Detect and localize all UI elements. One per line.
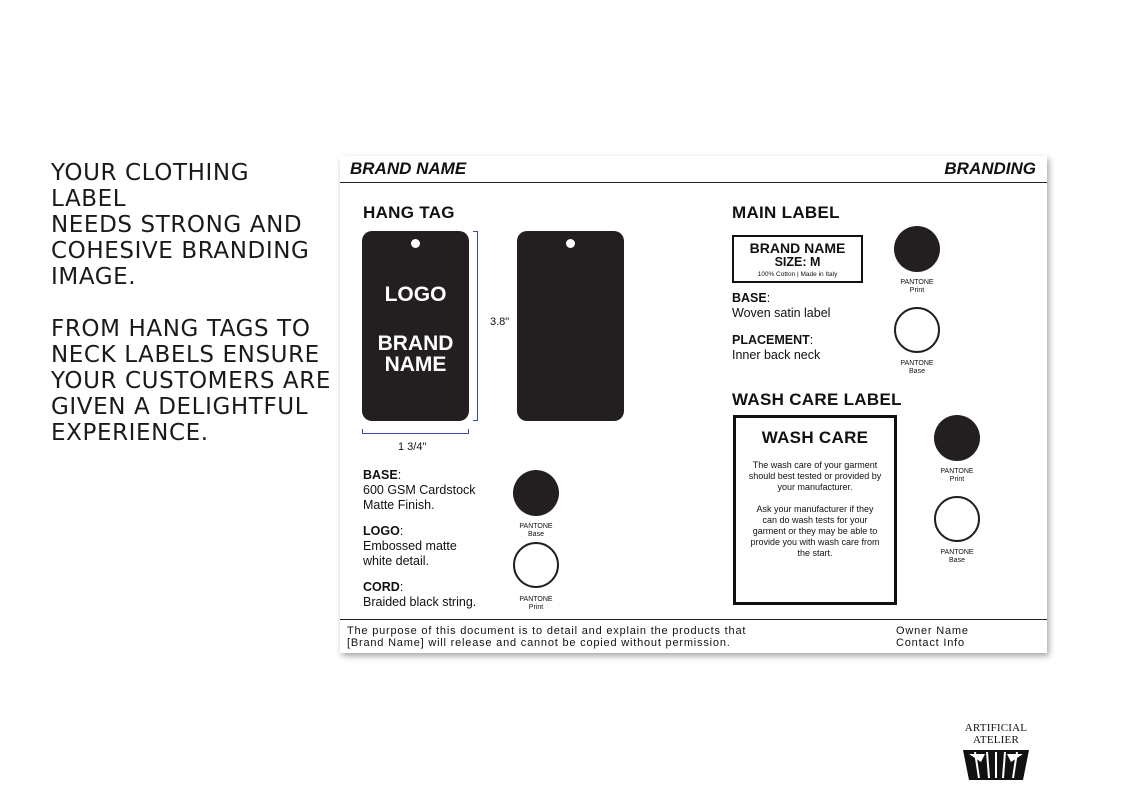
- pantone-swatch-filled: [513, 470, 559, 516]
- wash-care-sample: [733, 415, 897, 605]
- spec-key: PLACEMENT: [732, 333, 810, 347]
- pantone-swatch-empty: [934, 496, 980, 542]
- tag-hole: [411, 239, 420, 248]
- height-dimension-line: [477, 231, 478, 421]
- pantone-swatch-filled: [934, 415, 980, 461]
- sheet-title: BRANDING: [944, 159, 1036, 178]
- width-dimension-label: 1 3/4": [398, 441, 427, 453]
- pantone-swatch-empty: [513, 542, 559, 588]
- header-divider: [340, 182, 1047, 183]
- sheet-brand-name: BRAND NAME: [350, 159, 467, 178]
- brand-mark-text: ARTIFICIAL ATELIER: [964, 722, 1028, 746]
- tag-logo-text: LOGO: [384, 283, 447, 306]
- intro-paragraph-2: FROM HANG TAGS TO NECK LABELS ENSURE YOUR CUSTOMERS ARE GIVEN A DELIGHTFUL EXPERIENCE.: [51, 316, 331, 446]
- spec-key: BASE: [732, 291, 767, 305]
- pantone-swatch-label: PANTONE Base: [900, 360, 934, 375]
- hang-tag-title: HANG TAG: [363, 203, 455, 222]
- wash-care-title: WASH CARE LABEL: [732, 390, 902, 409]
- wash-care-paragraph-2: Ask your manufacturer if they can do wash tests for your garment or they may be able to provide you with wash care from the start.: [750, 504, 880, 558]
- tag-hole: [566, 239, 575, 248]
- width-dimension-line: [362, 433, 469, 434]
- pantone-swatch-label: PANTONE Base: [519, 523, 553, 538]
- pantone-swatch-label: PANTONE Print: [519, 596, 553, 611]
- footer-divider: [340, 619, 1047, 620]
- spec-key: CORD: [363, 580, 400, 594]
- main-label-placement-spec: PLACEMENT: Inner back neck: [732, 333, 821, 362]
- spec-value: Woven satin label: [732, 306, 831, 320]
- tag-brand-text: BRAND NAME: [377, 332, 454, 376]
- spec-value: 600 GSM Cardstock Matte Finish.: [363, 483, 476, 512]
- main-label-size: SIZE: M: [774, 255, 821, 269]
- intro-paragraph-1: YOUR CLOTHING LABEL NEEDS STRONG AND COHESIVE BRANDING IMAGE.: [51, 160, 310, 290]
- spec-value: Inner back neck: [732, 348, 821, 362]
- hang-tag-front: [362, 231, 469, 421]
- spec-key: LOGO: [363, 524, 400, 538]
- main-label-fabric: 100% Cotton | Made in Italy: [757, 271, 838, 278]
- height-dimension-label: 3.8": [490, 316, 510, 328]
- atelier-logo-icon: [961, 748, 1031, 782]
- main-label-title: MAIN LABEL: [732, 203, 840, 222]
- main-label-base-spec: BASE: Woven satin label: [732, 291, 831, 320]
- main-label-brand: BRAND NAME: [749, 240, 846, 256]
- wash-care-box-title: WASH CARE: [761, 428, 869, 447]
- main-label-sample: [732, 235, 863, 283]
- hang-tag-cord-spec: CORD: Braided black string.: [363, 580, 477, 609]
- hang-tag-logo-spec: LOGO: Embossed matte white detail.: [363, 524, 457, 568]
- intro-text: [51, 160, 331, 472]
- branding-sheet: [340, 156, 1047, 653]
- hang-tag-back: [517, 231, 624, 421]
- hang-tag-base-spec: BASE: 600 GSM Cardstock Matte Finish.: [363, 468, 476, 512]
- pantone-swatch-label: PANTONE Base: [940, 549, 974, 564]
- spec-value: Braided black string.: [363, 595, 477, 609]
- spec-key: BASE: [363, 468, 398, 482]
- footer-contact: Owner Name Contact Info: [896, 625, 969, 649]
- artificial-atelier-logo: [944, 722, 1048, 787]
- pantone-swatch-label: PANTONE Print: [940, 468, 974, 483]
- footer-disclaimer: The purpose of this document is to detail and explain the products that [Brand Name] will release and cannot be copied without permission.: [347, 625, 747, 649]
- pantone-swatch-empty: [894, 307, 940, 353]
- spec-value: Embossed matte white detail.: [363, 539, 457, 568]
- pantone-swatch-label: PANTONE Print: [900, 279, 934, 294]
- pantone-swatch-filled: [894, 226, 940, 272]
- wash-care-paragraph-1: The wash care of your garment should best tested or provided by your manufacturer.: [748, 460, 882, 492]
